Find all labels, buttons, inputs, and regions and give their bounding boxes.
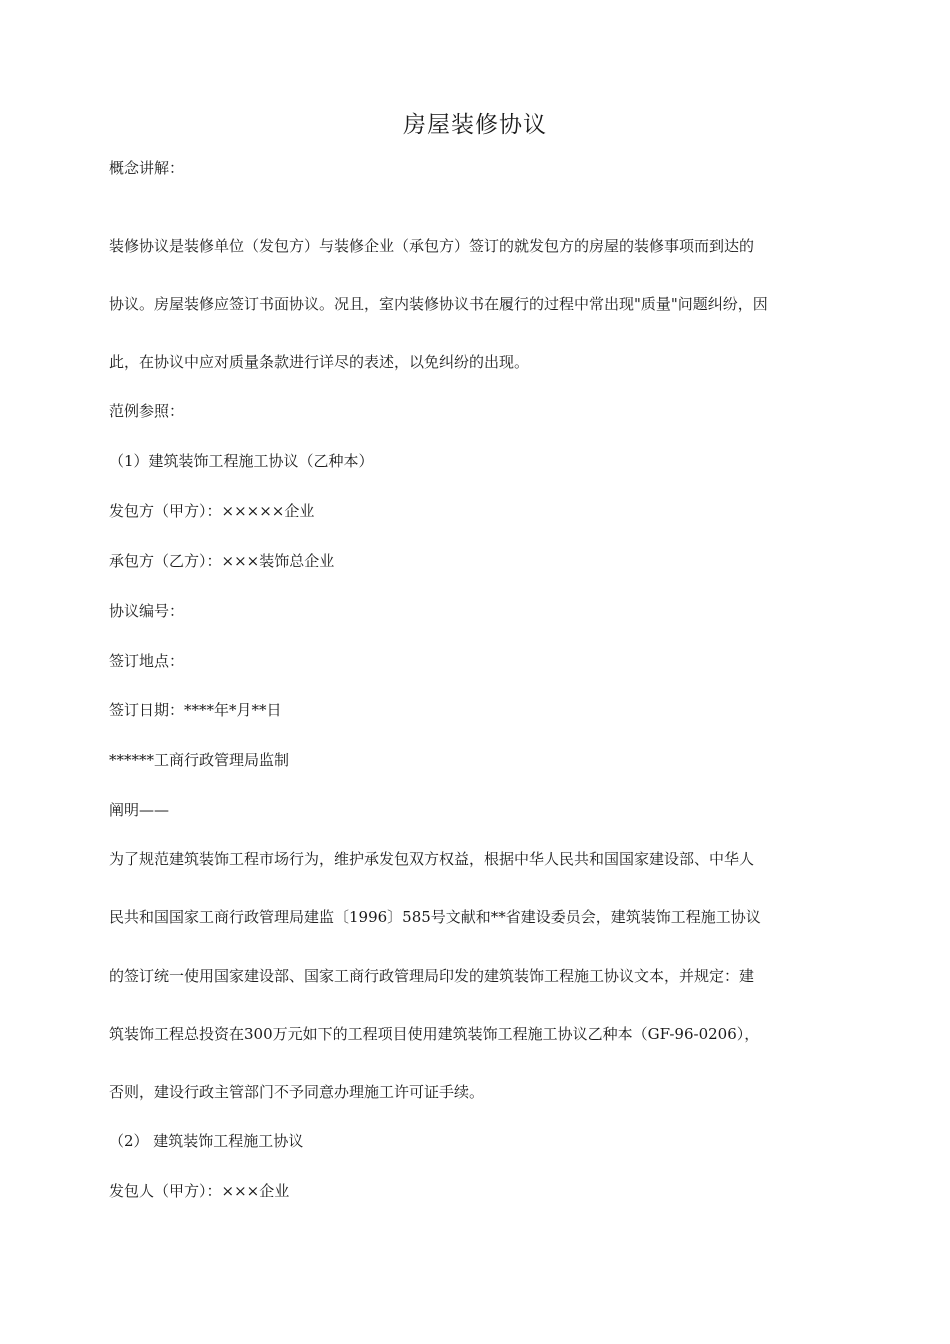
paragraph-line: 此，在协议中应对质量条款进行详尽的表述，以免纠纷的出现。 <box>109 353 530 371</box>
section-heading-explanation: 阐明—— <box>109 801 170 819</box>
paragraph-line: 为了规范建筑装饰工程市场行为，维护承发包双方权益，根据中华人民共和国国家建设部、中华人 <box>109 850 755 868</box>
document-title: 房屋装修协议 <box>403 112 547 138</box>
paragraph-line: 的签订统一使用国家建设部、国家工商行政管理局印发的建筑装饰工程施工协议文本，并规定：建 <box>109 967 755 985</box>
signing-place-line: 签订地点： <box>109 652 185 670</box>
employer-line: 发包人（甲方）：×××企业 <box>109 1182 290 1200</box>
contract-heading-2: （2） 建筑装饰工程施工协议 <box>109 1132 304 1150</box>
party-b-line: 承包方（乙方）：×××装饰总企业 <box>109 552 335 570</box>
paragraph-line: 筑装饰工程总投资在300万元如下的工程项目使用建筑装饰工程施工协议乙种本（GF-96-0206）， <box>109 1025 760 1043</box>
paragraph-line: 装修协议是装修单位（发包方）与装修企业（承包方）签订的就发包方的房屋的装修事项而到达的 <box>109 237 755 255</box>
contract-number-line: 协议编号： <box>109 602 185 620</box>
paragraph-line: 协议。房屋装修应签订书面协议。况且，室内装修协议书在履行的过程中常出现"质量"问题纠纷，因 <box>109 295 768 313</box>
paragraph-line: 民共和国国家工商行政管理局建监〔1996〕585号文献和**省建设委员会，建筑装饰工程施工协议 <box>109 908 761 926</box>
contract-heading-1: （1）建筑装饰工程施工协议（乙种本） <box>109 452 374 470</box>
paragraph-line: 否则，建设行政主管部门不予同意办理施工许可证手续。 <box>109 1083 485 1101</box>
section-heading-concept: 概念讲解： <box>109 159 185 177</box>
signing-date-line: 签订日期：****年*月**日 <box>109 701 282 719</box>
supervisor-line: ******工商行政管理局监制 <box>109 751 290 769</box>
section-heading-example: 范例参照： <box>109 402 185 420</box>
party-a-line: 发包方（甲方）：×××××企业 <box>109 502 315 520</box>
